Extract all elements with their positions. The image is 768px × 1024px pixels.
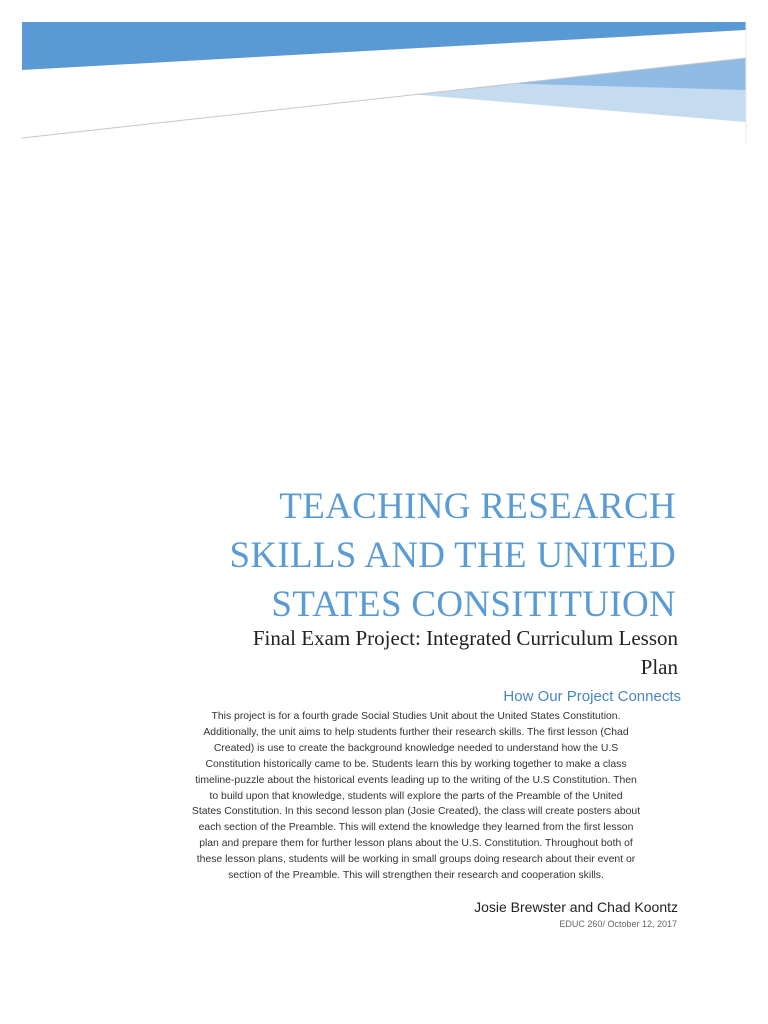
paragraph-line: plan and prepare them for further lesson plans about the U.S. Constitution. Throughout both of (199, 838, 633, 850)
abstract-paragraph (146, 709, 686, 884)
header-banner (0, 0, 768, 150)
paragraph-line: Additionally, the unit aims to help students further their research skills. The first lesson (Chad (203, 726, 629, 738)
paragraph-line: to build upon that knowledge, students will explore the parts of the Preamble of the United (209, 790, 623, 802)
title-line: TEACHING RESEARCH (279, 486, 676, 527)
title-line: SKILLS AND THE UNITED (229, 535, 676, 576)
course-date: EDUC 260/ October 12, 2017 (559, 919, 677, 929)
paragraph-line: timeline-puzzle about the historical events leading up to the writing of the U.S Constitution. Then (195, 774, 637, 786)
document-subtitle (158, 624, 678, 682)
section-heading: How Our Project Connects (503, 688, 681, 705)
paragraph-line: Created) is use to create the background knowledge needed to understand how the U.S (213, 742, 619, 754)
paragraph-line: each section of the Preamble. This will extend the knowledge they learned from the first lesson (198, 822, 634, 834)
subtitle-line: Final Exam Project: Integrated Curriculum Lesson (252, 626, 678, 650)
paragraph-line: these lesson plans, students will be working in small groups doing research about their event or (196, 854, 636, 866)
paragraph-line: States Constitution. In this second lesson plan (Josie Created), the class will create posters about (191, 806, 641, 818)
title-line: STATES CONSITITUION (271, 584, 676, 625)
author-names: Josie Brewster and Chad Koontz (474, 899, 678, 915)
paragraph-line: This project is for a fourth grade Social Studies Unit about the United States Constitution. (211, 711, 621, 722)
subtitle-line: Plan (640, 655, 678, 679)
paragraph-line: section of the Preamble. This will strengthen their research and cooperation skills. (228, 870, 604, 882)
document-title (156, 482, 676, 629)
paragraph-line: Constitution historically came to be. Students learn this by working together to make a class (205, 758, 627, 770)
